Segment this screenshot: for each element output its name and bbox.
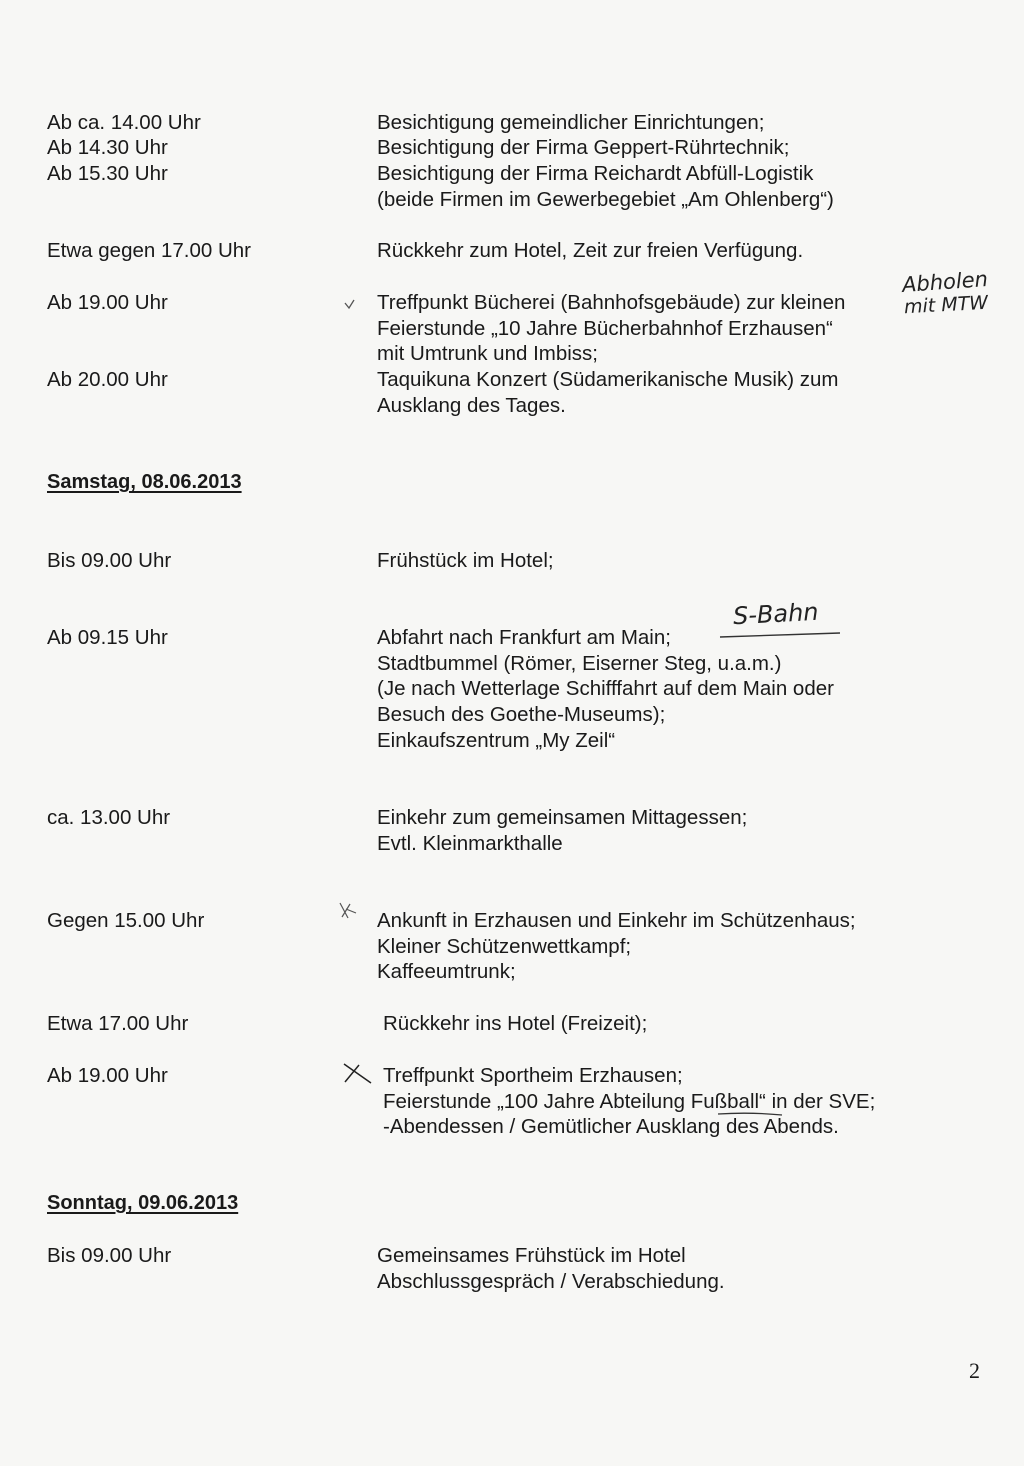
time-label: Ab ca. 14.00 Uhr <box>47 111 201 134</box>
activity-line: Stadtbummel (Römer, Eiserner Steg, u.a.m.) <box>377 652 782 675</box>
activity-line: Ausklang des Tages. <box>377 394 566 417</box>
time-label: Etwa gegen 17.00 Uhr <box>47 239 251 262</box>
check-mark-icon <box>343 298 357 312</box>
day-heading: Samstag, 08.06.2013 <box>47 471 242 493</box>
cross-mark-icon <box>336 900 358 922</box>
activity-line: Rückkehr zum Hotel, Zeit zur freien Verfügung. <box>377 239 804 262</box>
activity-line: Besuch des Goethe-Museums); <box>377 703 666 726</box>
handwritten-note: S-Bahn <box>732 597 820 631</box>
activity-line: Feierstunde „10 Jahre Bücherbahnhof Erzhausen“ <box>377 317 833 340</box>
time-label: Bis 09.00 Uhr <box>47 1244 172 1267</box>
activity-line: Einkehr zum gemeinsamen Mittagessen; <box>377 806 748 829</box>
activity-line: (beide Firmen im Gewerbegebiet „Am Ohlenberg“) <box>377 188 834 211</box>
cross-mark-icon <box>341 1061 375 1085</box>
activity-line: Taquikuna Konzert (Südamerikanische Musik) zum <box>377 368 839 391</box>
activity-line: Treffpunkt Bücherei (Bahnhofsgebäude) zur kleinen <box>377 291 846 314</box>
time-label: ca. 13.00 Uhr <box>47 806 171 829</box>
activity-line: (Je nach Wetterlage Schifffahrt auf dem Main oder <box>377 677 834 700</box>
activity-line: Evtl. Kleinmarkthalle <box>377 832 563 855</box>
time-label: Ab 20.00 Uhr <box>47 368 168 391</box>
activity-line: Rückkehr ins Hotel (Freizeit); <box>383 1012 648 1035</box>
time-label: Ab 09.15 Uhr <box>47 626 168 649</box>
activity-line: Besichtigung der Firma Reichardt Abfüll-Logistik <box>377 162 814 185</box>
handwritten-note: Abholen <box>901 267 989 297</box>
activity-line: Frühstück im Hotel; <box>377 549 554 572</box>
handwritten-underline <box>718 629 843 641</box>
activity-line: mit Umtrunk und Imbiss; <box>377 342 598 365</box>
time-label: Bis 09.00 Uhr <box>47 549 172 572</box>
activity-line: Kaffeeumtrunk; <box>377 960 516 983</box>
activity-line: Gemeinsames Frühstück im Hotel <box>377 1244 686 1267</box>
activity-line: Ankunft in Erzhausen und Einkehr im Schützenhaus; <box>377 909 856 932</box>
time-label: Gegen 15.00 Uhr <box>47 909 205 932</box>
time-label: Ab 14.30 Uhr <box>47 136 168 159</box>
activity-line: -Abendessen / Gemütlicher Ausklang des Abends. <box>383 1115 839 1138</box>
time-label: Ab 19.00 Uhr <box>47 1064 168 1087</box>
time-label: Ab 15.30 Uhr <box>47 162 168 185</box>
time-label: Ab 19.00 Uhr <box>47 291 168 314</box>
activity-line: Treffpunkt Sportheim Erzhausen; <box>383 1064 683 1087</box>
activity-line: Kleiner Schützenwettkampf; <box>377 935 632 958</box>
page-number: 2 <box>969 1358 980 1383</box>
handwritten-note: mit MTW <box>903 291 989 319</box>
activity-line: Besichtigung der Firma Geppert-Rührtechnik; <box>377 136 790 159</box>
handwritten-underline <box>716 1108 786 1120</box>
day-heading: Sonntag, 09.06.2013 <box>47 1192 239 1214</box>
time-label: Etwa 17.00 Uhr <box>47 1012 189 1035</box>
activity-line: Abfahrt nach Frankfurt am Main; <box>377 626 671 649</box>
activity-line: Abschlussgespräch / Verabschiedung. <box>377 1270 725 1293</box>
activity-line: Einkaufszentrum „My Zeil“ <box>377 729 616 752</box>
activity-line: Feierstunde „100 Jahre Abteilung Fußball“ in der SVE; <box>383 1090 876 1113</box>
activity-line: Besichtigung gemeindlicher Einrichtungen; <box>377 111 765 134</box>
